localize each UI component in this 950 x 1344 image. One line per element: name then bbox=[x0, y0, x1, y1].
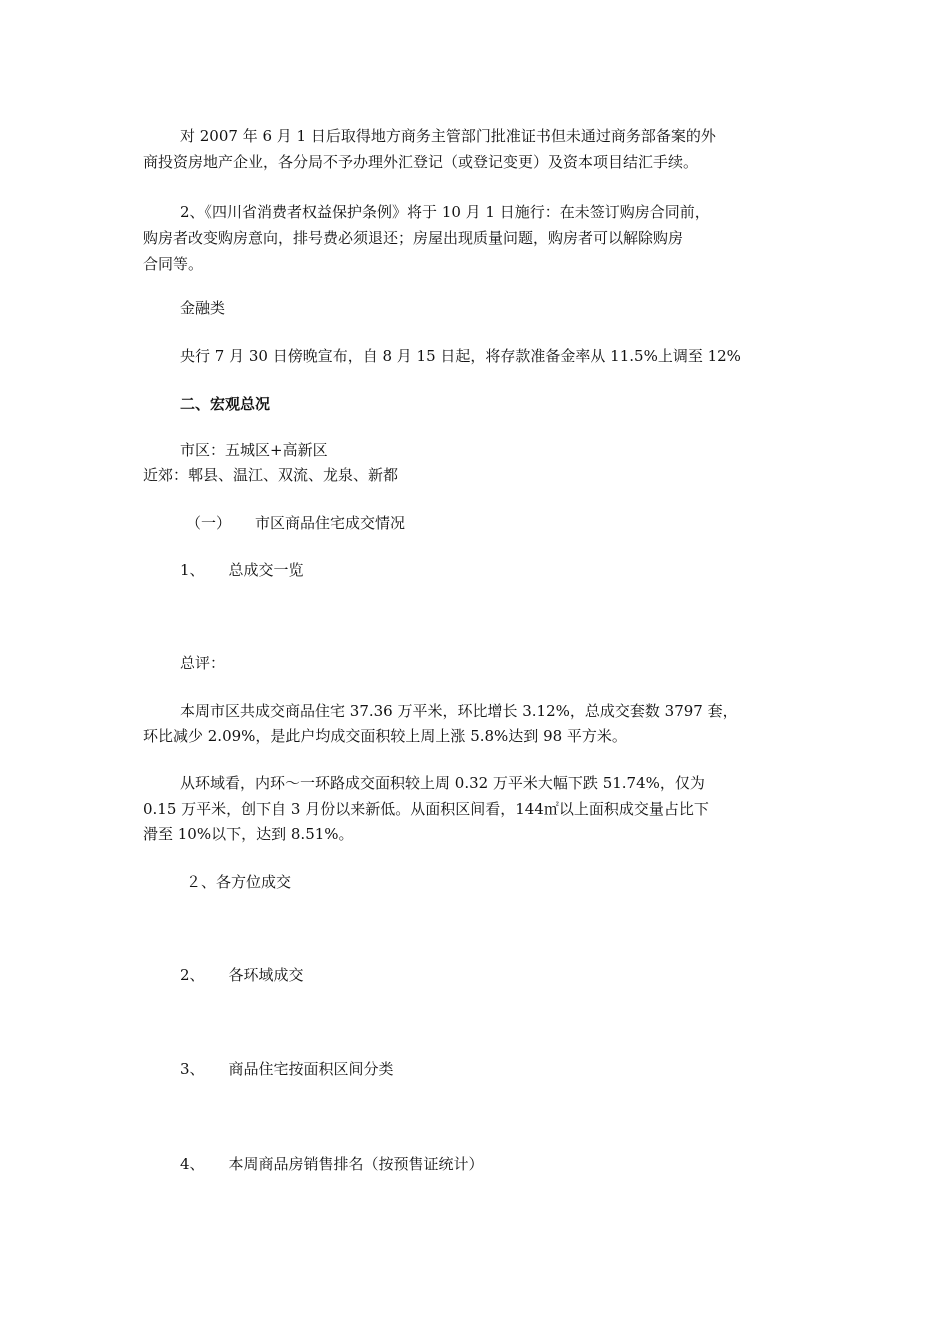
paragraph-line: 从环域看，内环～一环路成交面积较上周 0.32 万平米大幅下跌 51.74%，仅为 bbox=[180, 774, 705, 792]
item-title: 商品住宅按面积区间分类 bbox=[228, 1060, 394, 1078]
item-title: 各环域成交 bbox=[228, 966, 304, 984]
item-number: 3、 bbox=[180, 1060, 205, 1078]
paragraph-line: 对 2007 年 6 月 1 日后取得地方商务主管部门批准证书但未通过商务部备案的外 bbox=[180, 127, 716, 145]
item-number: 1、 bbox=[180, 561, 205, 579]
paragraph-line: 商投资房地产企业，各分局不予办理外汇登记（或登记变更）及资本项目结汇手续。 bbox=[143, 153, 699, 171]
summary-label: 总评： bbox=[180, 654, 226, 672]
paragraph-line: 央行 7 月 30 日傍晚宣布，自 8 月 15 日起，将存款准备金率从 11.5%上调至 12% bbox=[180, 347, 741, 365]
paragraph-line: 滑至 10%以下，达到 8.51%。 bbox=[143, 825, 354, 843]
section-heading: 金融类 bbox=[180, 299, 226, 317]
list-item-heading bbox=[180, 1059, 394, 1079]
item-title: 各方位成交 bbox=[216, 873, 292, 891]
paragraph-line: 2、《四川省消费者权益保护条例》将于 10 月 1 日施行：在未签订购房合同前， bbox=[180, 203, 710, 221]
list-item-heading bbox=[186, 872, 291, 892]
subsection-number: （一） bbox=[186, 514, 232, 532]
paragraph-line: 购房者改变购房意向，排号费必须退还；房屋出现质量问题，购房者可以解除购房 bbox=[143, 229, 684, 247]
paragraph-line: 环比减少 2.09%，是此户均成交面积较上周上涨 5.8%达到 98 平方米。 bbox=[143, 727, 627, 745]
item-number: 2、 bbox=[180, 966, 205, 984]
item-title: 本周商品房销售排名（按预售证统计） bbox=[228, 1155, 484, 1173]
subsection-title: 市区商品住宅成交情况 bbox=[255, 514, 406, 532]
item-number: 4、 bbox=[180, 1155, 205, 1173]
subsection-heading bbox=[186, 513, 405, 533]
area-definition: 市区：五城区+高新区 bbox=[180, 441, 328, 459]
list-item-heading bbox=[180, 965, 304, 985]
list-item-heading bbox=[180, 560, 304, 580]
item-title: 总成交一览 bbox=[228, 561, 304, 579]
paragraph-line: 0.15 万平米，创下自 3 月份以来新低。从面积区间看，144㎡以上面积成交量占比下 bbox=[143, 800, 709, 818]
paragraph-line: 本周市区共成交商品住宅 37.36 万平米，环比增长 3.12%，总成交套数 3797 套， bbox=[180, 702, 738, 720]
section-heading: 二、宏观总况 bbox=[180, 395, 271, 413]
item-number: ２、 bbox=[186, 873, 217, 891]
list-item-heading bbox=[180, 1154, 484, 1174]
paragraph-line: 合同等。 bbox=[143, 255, 204, 273]
area-definition: 近郊：郫县、温江、双流、龙泉、新都 bbox=[143, 466, 399, 484]
